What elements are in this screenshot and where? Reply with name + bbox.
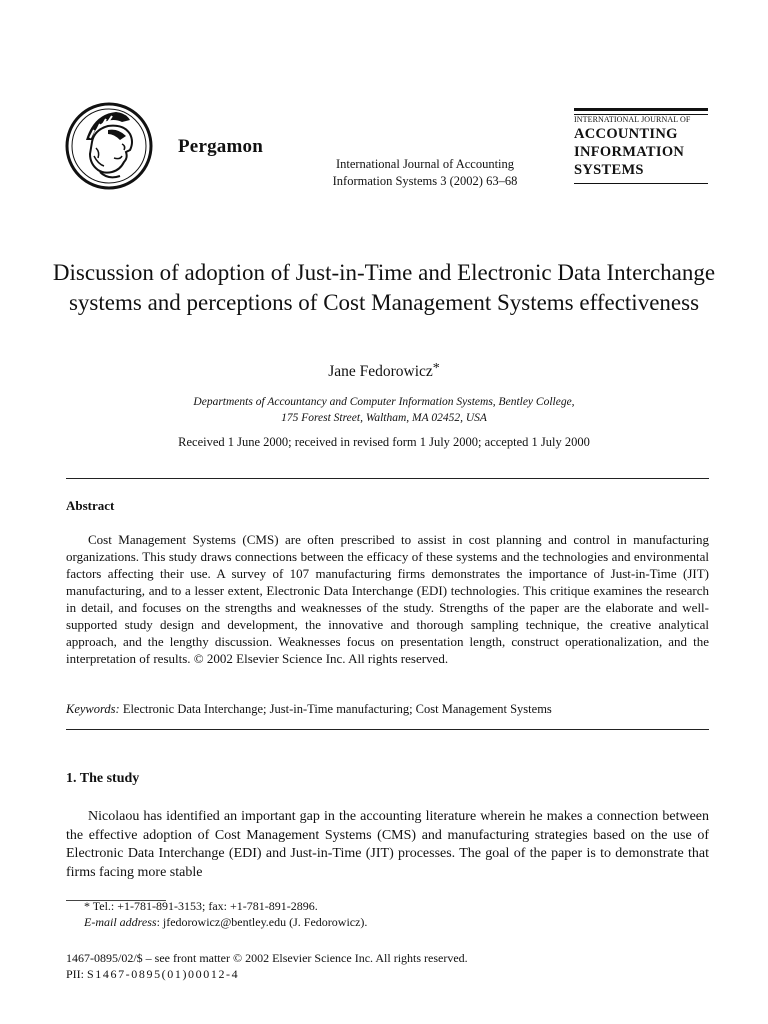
author-footnote-mark[interactable]: * — [432, 361, 440, 376]
abstract-text: Cost Management Systems (CMS) are often prescribed to assist in cost planning and control in manufacturing organizations. This study draws connections between the efficacy of these systems and the technologies and environmental factors affecting their use. A survey of 107 manufacturing firms demonstrates the importance of Just-in-Time (JIT) manufacturing, and to a lesser extent, Electronic Data Interchange (EDI) technologies. This critique examines the research in detail, and focuses on the strengths and weaknesses of the study. Strengths of the paper are the elaborate and well-supported study design and development, the innovative and thorough sampling technique, the creative analytical approach, and the lengthy discussion. Weaknesses focus on presentation length, construct operationalization, and the interpretation of results. © 2002 Elsevier Science Inc. All rights reserved. — [66, 532, 709, 666]
section-heading: 1. The study — [66, 771, 140, 786]
journal-logo-small: INTERNATIONAL JOURNAL OF — [574, 115, 691, 124]
email-address[interactable]: : jfedorowicz@bentley.edu (J. Fedorowicz). — [156, 915, 368, 929]
journal-logo — [574, 108, 708, 184]
journal-logo-line: SYSTEMS — [574, 162, 644, 178]
publisher-name: Pergamon — [178, 136, 263, 157]
abstract-heading: Abstract — [66, 498, 115, 513]
footnote — [84, 898, 367, 930]
keywords-label: Keywords: — [66, 702, 120, 716]
journal-logo-rule — [574, 108, 708, 111]
journal-citation-line: Information Systems 3 (2002) 63–68 — [332, 174, 518, 188]
article-title: Discussion of adoption of Just-in-Time and Electronic Data Interchange systems and perceptions of Cost Management Systems effectiveness — [52, 260, 716, 315]
copyright-block — [66, 950, 468, 982]
section-text: Nicolaou has identified an important gap in the accounting literature wherein he makes a connection between the effective adoption of Cost Management Systems (CMS) and manufacturing strategies based on the use of Electronic Data Interchange (EDI) and Just-in-Time (JIT) processes. The goal of the paper is to demonstrate that firms facing more stable — [66, 809, 709, 880]
helmeted-head-emblem-icon — [64, 100, 154, 192]
pii-code: S1467-0895(01)00012-4 — [87, 967, 240, 981]
author-name: Jane Fedorowicz — [328, 363, 433, 380]
keywords-list: Electronic Data Interchange; Just-in-Time manufacturing; Cost Management Systems — [122, 702, 552, 716]
divider — [66, 478, 709, 479]
email-label: E-mail address — [84, 915, 157, 929]
footnote-email — [84, 914, 367, 930]
issn-line: 1467-0895/02/$ – see front matter © 2002 Elsevier Science Inc. All rights reserved. — [66, 951, 468, 965]
keywords — [66, 702, 552, 717]
pii-line — [66, 966, 468, 982]
journal-logo-line: INFORMATION — [574, 144, 685, 160]
journal-citation — [300, 156, 550, 190]
footnote-contact: * Tel.: +1-781-891-3153; fax: +1-781-891-2896. — [84, 899, 318, 913]
received-dates: Received 1 June 2000; received in revised form 1 July 2000; accepted 1 July 2000 — [178, 435, 590, 449]
affiliation-line: Departments of Accountancy and Computer Information Systems, Bentley College, — [193, 396, 575, 408]
journal-logo-rule — [574, 183, 708, 184]
affiliation-line: 175 Forest Street, Waltham, MA 02452, USA — [281, 412, 487, 424]
pii-label: PII: — [66, 967, 84, 981]
divider — [66, 729, 709, 730]
author — [0, 361, 768, 381]
journal-citation-line: International Journal of Accounting — [335, 157, 515, 171]
journal-logo-line: ACCOUNTING — [574, 126, 678, 142]
affiliation — [0, 394, 768, 426]
